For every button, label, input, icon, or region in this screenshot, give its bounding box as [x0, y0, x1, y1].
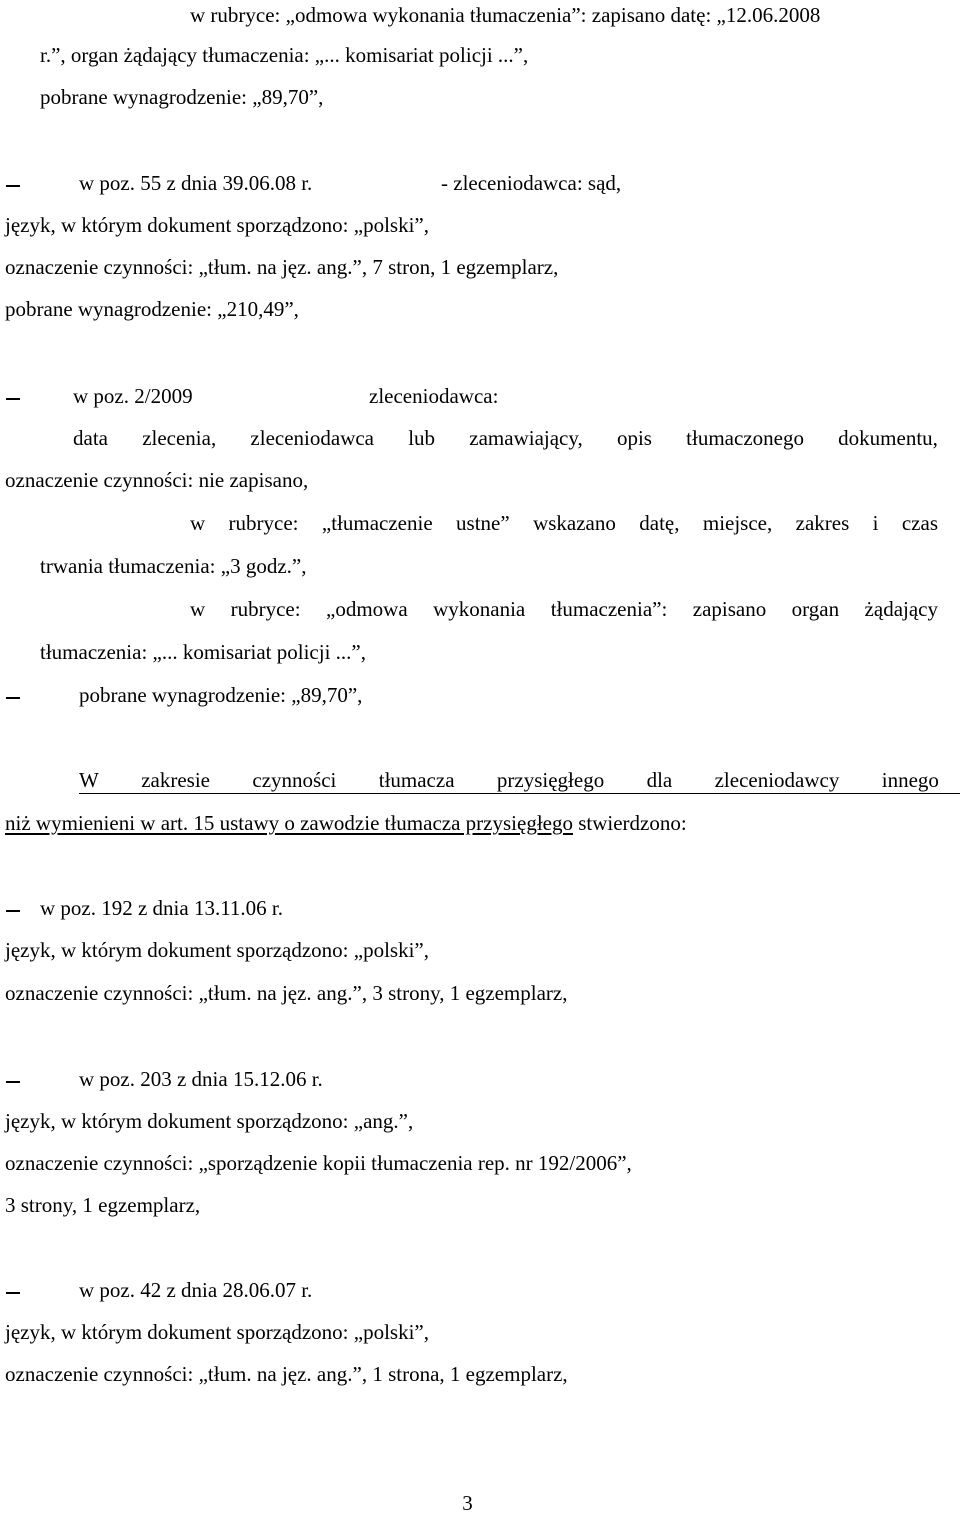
list-dash	[6, 1081, 20, 1083]
word: tłumacza	[378, 768, 455, 792]
word: i	[872, 511, 879, 535]
client-fields-line	[73, 428, 938, 449]
list-dash	[6, 910, 20, 912]
entry-position: w poz. 55 z dnia 39.06.08 r.	[79, 171, 313, 195]
oral-translation-cont: trwania tłumaczenia: „3 godz.”,	[40, 554, 307, 578]
word: żądający	[864, 597, 938, 621]
entry-position: w poz. 192 z dnia 13.11.06 r.	[40, 896, 284, 920]
word: zlecenia,	[142, 426, 217, 450]
language-line: język, w którym dokument sporządzono: „polski”,	[5, 938, 429, 962]
action-line: oznaczenie czynności: „tłum. na jęz. ang.”, 3 strony, 1 egzemplarz,	[5, 981, 568, 1005]
section-heading-line	[79, 770, 939, 791]
word: „tłumaczenie	[321, 511, 433, 535]
language-line: język, w którym dokument sporządzono: „ang.”,	[5, 1109, 414, 1133]
action-line: oznaczenie czynności: nie zapisano,	[5, 468, 309, 492]
list-dash	[6, 185, 20, 187]
word: wskazano	[533, 511, 616, 535]
word: tłumaczonego	[686, 426, 804, 450]
word: zakresie	[141, 768, 210, 792]
action-line: oznaczenie czynności: „sporządzenie kopii tłumaczenia rep. nr 192/2006”,	[5, 1151, 632, 1175]
word: lub	[408, 426, 436, 450]
word: „odmowa	[326, 597, 408, 621]
word: zleceniodawcy	[714, 768, 840, 792]
entry-position: w poz. 2/2009	[73, 384, 193, 408]
page-number: 3	[462, 1491, 473, 1515]
underlined-text: niż wymienieni w art. 15 ustawy o zawodzie tłumacza przysięgłego	[5, 811, 573, 835]
word: przysięgłego	[496, 768, 605, 792]
word: dla	[646, 768, 673, 792]
heading-underline	[79, 793, 960, 794]
entry-position: w poz. 42 z dnia 28.06.07 r.	[79, 1278, 313, 1302]
word: rubryce:	[228, 511, 299, 535]
plain-text: stwierdzono:	[572, 811, 687, 835]
word: zakres	[795, 511, 850, 535]
word: w	[190, 597, 206, 621]
word: dokumentu,	[838, 426, 938, 450]
pages-line: 3 strony, 1 egzemplarz,	[5, 1193, 201, 1217]
word: opis	[616, 426, 652, 450]
word: organ	[791, 597, 840, 621]
word: innego	[881, 768, 939, 792]
refusal-line-1: w rubryce: „odmowa wykonania tłumaczenia”: zapisano datę: „12.06.2008	[190, 3, 821, 27]
word: tłumaczenia”:	[550, 597, 668, 621]
word: datę,	[639, 511, 680, 535]
list-dash	[6, 1292, 20, 1294]
word: rubryce:	[230, 597, 301, 621]
fee-line: pobrane wynagrodzenie: „89,70”,	[79, 683, 363, 707]
word: czynności	[252, 768, 337, 792]
word: zapisano	[692, 597, 767, 621]
refusal-line-2: r.”, organ żądający tłumaczenia: „... komisariat policji ...”,	[40, 43, 529, 67]
word: data	[73, 426, 108, 450]
refusal-line	[190, 599, 938, 620]
word: ustne”	[456, 511, 510, 535]
section-heading-cont	[5, 813, 687, 834]
word: czas	[901, 511, 938, 535]
word: zamawiający,	[469, 426, 583, 450]
list-dash	[6, 697, 20, 699]
word: w	[190, 511, 206, 535]
language-line: język, w którym dokument sporządzono: „polski”,	[5, 213, 429, 237]
fee-line: pobrane wynagrodzenie: „210,49”,	[5, 297, 299, 321]
list-dash	[6, 398, 20, 400]
language-line: język, w którym dokument sporządzono: „polski”,	[5, 1320, 429, 1344]
client-line: - zleceniodawca: sąd,	[441, 171, 622, 195]
refusal-cont: tłumaczenia: „... komisariat policji ...”,	[40, 640, 366, 664]
word: zleceniodawca	[250, 426, 375, 450]
action-line: oznaczenie czynności: „tłum. na jęz. ang.”, 1 strona, 1 egzemplarz,	[5, 1362, 568, 1386]
word: miejsce,	[702, 511, 773, 535]
oral-translation-line	[190, 513, 938, 534]
fee-line: pobrane wynagrodzenie: „89,70”,	[40, 85, 324, 109]
action-line: oznaczenie czynności: „tłum. na jęz. ang.”, 7 stron, 1 egzemplarz,	[5, 255, 559, 279]
word: wykonania	[433, 597, 526, 621]
word: W	[79, 768, 99, 792]
entry-position: w poz. 203 z dnia 15.12.06 r.	[79, 1067, 323, 1091]
client-label: zleceniodawca:	[369, 384, 499, 408]
